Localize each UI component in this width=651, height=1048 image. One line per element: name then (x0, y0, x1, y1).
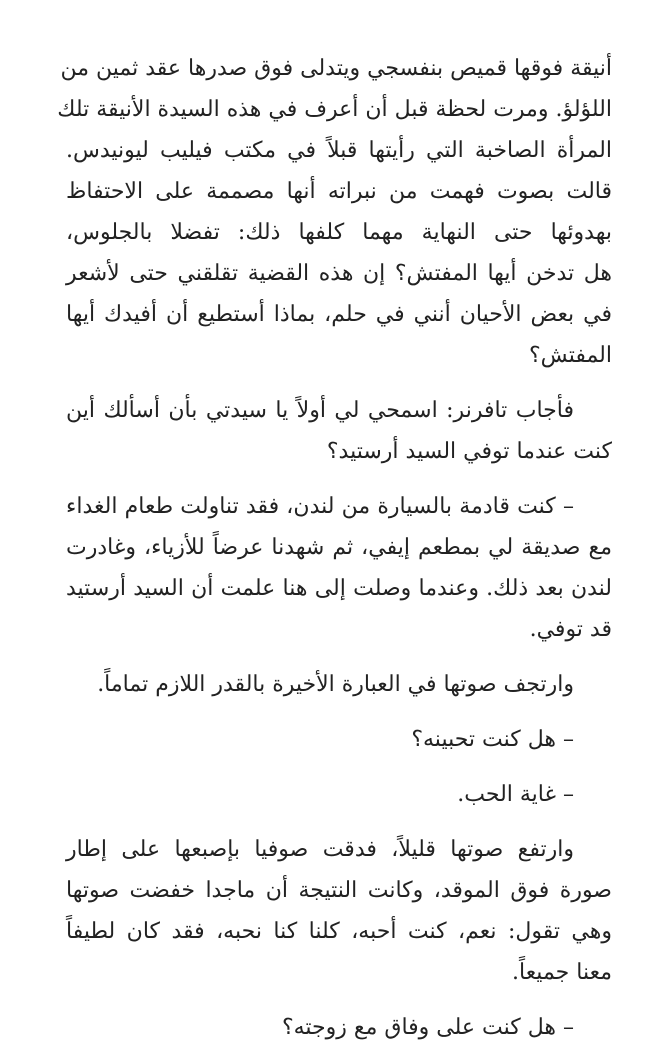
text-line: اللؤلؤ. ومرت لحظة قبل أن أعرف في هذه السيدة الأنيقة تلك (57, 97, 612, 122)
text-line: وهي تقول: نعم، كنت أحبه، كلنا كنا نحبه، فقد كان لطيفاً (66, 919, 612, 944)
text-line: صورة فوق الموقد، وكانت النتيجة أن ماجدا خفضت صوتها (66, 878, 612, 903)
text-line: – غاية الحب. (457, 782, 574, 807)
text-line: مع صديقة لي بمطعم إيفي، ثم شهدنا عرضاً للأزياء، وغادرت (66, 535, 612, 560)
text-line: فأجاب تافرنر: اسمحي لي أولاً يا سيدتي بأن أسألك أين (66, 398, 574, 423)
paragraph-3 (66, 486, 612, 650)
paragraph-2 (66, 390, 612, 472)
text-line: قد توفي. (529, 617, 612, 642)
text-line: في بعض الأحيان أنني في حلم، بماذا أستطيع أن أفيدك أيها (66, 302, 612, 327)
book-page (57, 48, 612, 1048)
text-line: بهدوئها حتى النهاية مهما كلفها ذلك: تفضلا بالجلوس، (66, 220, 612, 245)
text-line: قالت بصوت فهمت من نبراته أنها مصممة على الاحتفاظ (66, 179, 612, 204)
paragraph-7 (66, 829, 612, 993)
text-line: – هل كنت تحبينه؟ (411, 727, 574, 752)
text-line: – كنت قادمة بالسيارة من لندن، فقد تناولت طعام الغداء (66, 494, 574, 519)
paragraph-6 (66, 774, 612, 815)
text-line: – هل كنت على وفاق مع زوجته؟ (281, 1015, 574, 1040)
text-line: وارتفع صوتها قليلاً، فدقت صوفيا بإصبعها على إطار (66, 837, 574, 862)
paragraph-8 (66, 1007, 612, 1048)
text-line: المرأة الصاخبة التي رأيتها قبلاً في مكتب فيليب ليونيدس. (66, 138, 612, 163)
text-line: هل تدخن أيها المفتش؟ إن هذه القضية تقلقني حتى لأشعر (66, 261, 612, 286)
paragraph-4 (66, 664, 612, 705)
text-line: أنيقة فوقها قميص بنفسجي ويتدلى فوق صدرها عقد ثمين من (60, 56, 612, 81)
text-line: وارتجف صوتها في العبارة الأخيرة بالقدر اللازم تماماً. (97, 672, 574, 697)
paragraph-5 (66, 719, 612, 760)
text-line: كنت عندما توفي السيد أرستيد؟ (326, 439, 612, 464)
text-line: لندن بعد ذلك. وعندما وصلت إلى هنا علمت أن السيد أرستيد (66, 576, 612, 601)
text-line: معنا جميعاً. (512, 960, 612, 985)
paragraph-1 (57, 48, 612, 376)
text-line: المفتش؟ (528, 343, 612, 368)
